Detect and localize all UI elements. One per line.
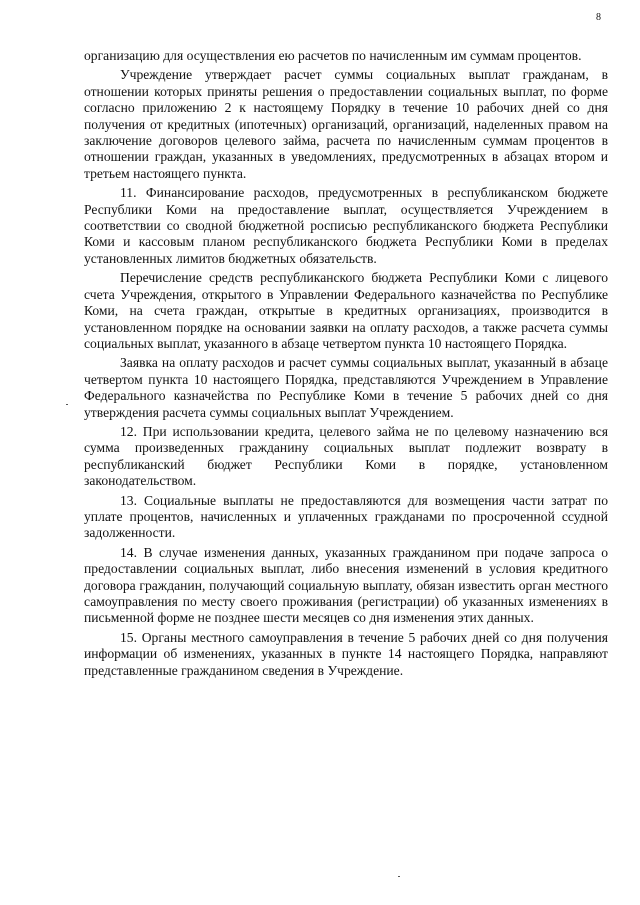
scan-speck [66, 404, 68, 405]
paragraph-calculation-approval: Учреждение утверждает расчет суммы социальных выплат гражданам, в отношении которых приняты решения о предоставлении социальных выплат, по форме согласно приложению 2 к настоящему Порядку в течение 10 рабочих дней со дня получения от кредитных (ипотечных) организаций, организаций, наделенных правом на заключение договоров целевого займа, расчета по начисленным суммам процентов в отношении граждан, указанных в уведомлениях, предусмотренных в абзацах втором и третьем настоящего пункта. [84, 67, 608, 181]
page-number: 8 [596, 12, 601, 23]
paragraph-continuation: организацию для осуществления ею расчетов по начисленным им суммам процентов. [84, 48, 582, 63]
paragraph-item-12: 12. При использовании кредита, целевого займа не по целевому назначению вся сумма произведенных гражданину социальных выплат подлежит возврату в республиканский бюджет Республики Коми в порядке, установленном законодательством. [84, 423, 608, 489]
document-body [84, 48, 608, 682]
paragraph-funds-transfer: Перечисление средств республиканского бюджета Республики Коми с лицевого счета Учреждения, открытого в Управлении Федерального казначейства по Республике Коми, на счета граждан, открытые в кредитных организациях, производится в установленном порядке на основании заявки на оплату расходов, а также расчета суммы социальных выплат, указанного в абзаце четвертом пункта 10 настоящего Порядка. [84, 270, 608, 351]
paragraph-item-13: 13. Социальные выплаты не предоставляются для возмещения части затрат по уплате процентов, начисленных и уплаченных гражданами по просроченной ссудной задолженности. [84, 492, 608, 541]
paragraph-payment-request: Заявка на оплату расходов и расчет суммы социальных выплат, указанный в абзаце четвертом пункта 10 настоящего Порядка, представляются Учреждением в Управление Федерального казначейства по Республике Коми в течение 5 рабочих дней со дня утверждения расчета суммы социальных выплат Учреждением. [84, 355, 608, 420]
paragraph-item-14: 14. В случае изменения данных, указанных гражданином при подаче запроса о предоставлении социальных выплат, либо внесения изменений в условия кредитного договора гражданин, получающий социальную выплату, обязан известить орган местного самоуправления по месту своего проживания (регистрации) об указанных изменениях в письменной форме не позднее шести месяцев со дня изменения этих данных. [84, 544, 608, 626]
paragraph-item-11: 11. Финансирование расходов, предусмотренных в республиканском бюджете Республики Коми на предоставление выплат, осуществляется Учреждением в соответствии со сводной бюджетной росписью республиканского бюджета Республики Коми и кассовым планом республиканского бюджета Республики Коми в пределах установленных лимитов бюджетных обязательств. [84, 185, 608, 266]
scan-speck [398, 876, 400, 877]
paragraph-item-15: 15. Органы местного самоуправления в течение 5 рабочих дней со дня получения информации об изменениях, указанных в пункте 14 настоящего Порядка, направляют представленные гражданином сведения в Учреждение. [84, 629, 608, 678]
